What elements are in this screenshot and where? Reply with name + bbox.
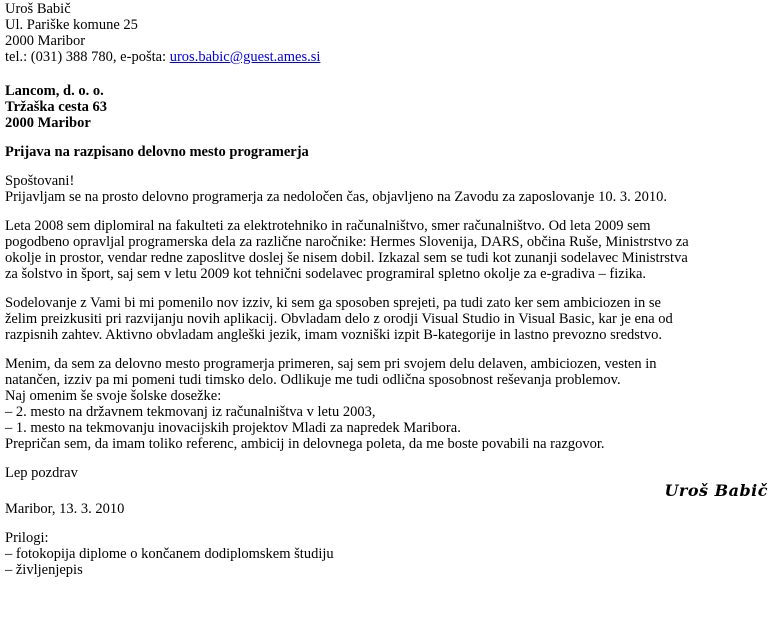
- greeting: Spoštovani!: [5, 173, 75, 189]
- spacer: [5, 282, 774, 295]
- paragraph-education: [5, 218, 768, 282]
- paragraph-line: Menim, da sem za delovno mesto programerja primeren, saj sem pri svojem delu delaven, ambiciozen, vesten in: [5, 356, 657, 372]
- sender-contact-text: tel.: (031) 388 780, e-pošta:: [5, 49, 170, 65]
- intro-sentence: Prijavljam se na prosto delovno programerja za nedoločen čas, objavljeno na Zavodu za zaposlovanje 10. 3. 2010.: [5, 189, 667, 205]
- spacer: [5, 65, 774, 81]
- recipient-street: Tržaška cesta 63: [5, 99, 108, 115]
- signature-row: [5, 481, 774, 501]
- sender-street: Ul. Pariške komune 25: [5, 17, 138, 33]
- attachments-label: Prilogi:: [5, 530, 49, 546]
- paragraph-line: Leta 2008 sem diplomiral na fakulteti za elektrotehniko in računalništvo, smer računalništvo. Od leta 2009 sem: [5, 218, 651, 234]
- paragraph-line: natančen, izziv pa mi pomeni tudi timsko delo. Odlikuje me tudi odlična sposobnost reševanja problemov.: [5, 372, 621, 388]
- spacer: [5, 452, 774, 465]
- spacer: [5, 343, 774, 356]
- paragraph-line: Sodelovanje z Vami bi mi pomenilo nov izziv, ki sem ga sposoben sprejeti, pa tudi zato ker sem ambiciozen in se: [5, 295, 661, 311]
- recipient-city: 2000 Maribor: [5, 115, 91, 131]
- paragraph-line: okolje in prostor, vendar redne zaposlitve doslej še nisem dobil. Izkazal sem se tudi kot zunanji sodelavec Ministrstva: [5, 250, 688, 266]
- achievement-item: – 2. mesto na državnem tekmovanj iz računalništva v letu 2003,: [5, 404, 376, 420]
- sender-block: [5, 1, 774, 65]
- spacer: [5, 205, 774, 218]
- paragraph-line: pogodbeno opravljal programerska dela za različne naročnike: Hermes Slovenija, DARS, občina Ruše, Ministrstvo za: [5, 234, 689, 250]
- sender-email-link[interactable]: uros.babic@guest.ames.si: [169, 49, 321, 65]
- sender-city: 2000 Maribor: [5, 33, 86, 49]
- closing-statement: Prepričan sem, da imam toliko referenc, ambicij in delovnega poleta, da me boste povabili na razgovor.: [5, 436, 605, 452]
- sender-contact: [5, 49, 774, 65]
- recipient-block: [5, 83, 774, 131]
- achievement-item: – 1. mesto na tekmovanju inovacijskih projektov Mladi za napredek Maribora.: [5, 420, 461, 436]
- paragraph-qualities: [5, 356, 768, 388]
- spacer: [5, 517, 774, 530]
- paragraph-line: razpisnih zahtev. Aktivno obvladam angleški jezik, imam vozniški izpit B-kategorije in lastno prevozno sredstvo.: [5, 327, 663, 343]
- paragraph-line: za šolstvo in šport, saj sem v letu 2009 kot tehnični sodelavec programiral spletno okolje za e-gradiva – fizika.: [5, 266, 647, 282]
- handwritten-signature: Uroš Babič: [664, 481, 768, 500]
- place-date: Maribor, 13. 3. 2010: [5, 501, 125, 517]
- spacer: [5, 131, 774, 144]
- recipient-company: Lancom, d. o. o.: [5, 83, 104, 99]
- spacer: [5, 160, 774, 173]
- paragraph-motivation: [5, 295, 768, 343]
- attachment-item: – fotokopija diplome o končanem dodiplomskem študiju: [5, 546, 334, 562]
- attachment-item: – življenjepis: [5, 562, 83, 578]
- sender-name: Uroš Babič: [5, 1, 71, 17]
- regards: Lep pozdrav: [5, 465, 78, 481]
- letter-subject: Prijava na razpisano delovno mesto programerja: [5, 144, 309, 160]
- paragraph-line: želim preizkusiti pri razvijanju novih aplikacij. Obvladam delo z orodji Visual Studio in Visual Basic, kar je ena od: [5, 311, 673, 327]
- achievements-intro: Naj omenim še svoje šolske dosežke:: [5, 388, 222, 404]
